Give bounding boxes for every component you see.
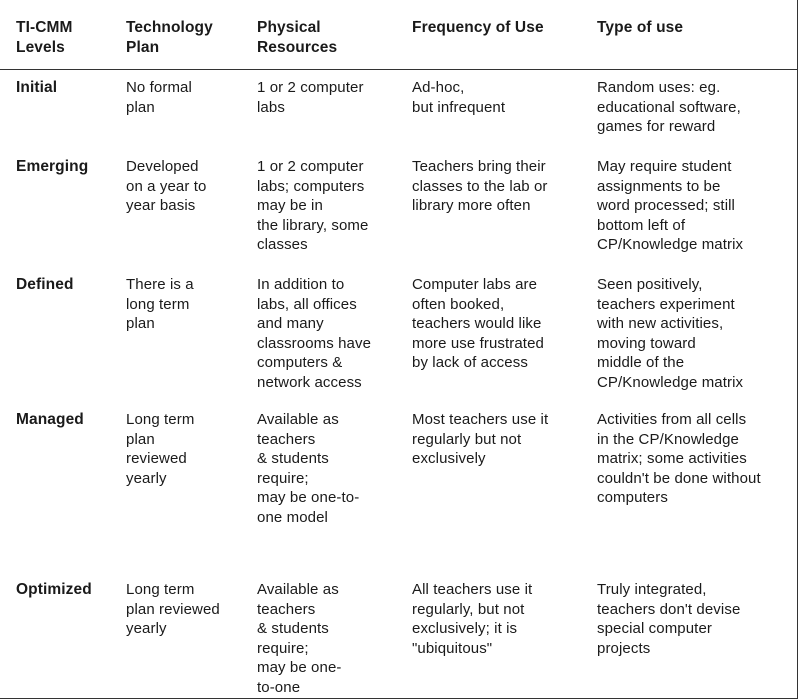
table-row-initial — [0, 70, 797, 150]
cell-level: Emerging — [16, 158, 89, 175]
header-levels: TI-CMM Levels — [0, 0, 110, 70]
cell-resources: 1 or 2 computer labs — [257, 79, 364, 116]
cell-resources: In addition to labs, all offices and many classrooms have computers & network access — [257, 276, 372, 391]
header-frequency-of-use: Frequency of Use — [396, 0, 581, 70]
cell-plan: There is a long term plan — [126, 276, 194, 333]
cell-resources: Available as teachers & students require; may be one- to-one — [257, 581, 342, 696]
table-row-optimized — [0, 572, 797, 698]
cell-frequency: Most teachers use it regularly but not exclusively — [412, 411, 549, 468]
table-header — [0, 0, 797, 70]
cell-level: Defined — [16, 276, 74, 293]
table-body — [0, 70, 797, 699]
cell-plan: Long term plan reviewed yearly — [126, 411, 195, 487]
cell-type: Seen positively, teachers experiment with new activities, moving toward middle of the CP/Knowledge matrix — [597, 276, 744, 391]
table-row-emerging — [0, 149, 797, 267]
cell-level: Optimized — [16, 581, 92, 598]
cell-type: Truly integrated, teachers don't devise special computer projects — [597, 581, 741, 657]
cell-resources: 1 or 2 computer labs; computers may be in the library, some classes — [257, 158, 369, 254]
table-row-managed — [0, 402, 797, 572]
header-physical-resources: Physical Resources — [241, 0, 396, 70]
cell-resources: Available as teachers & students require; may be one-to- one model — [257, 411, 360, 526]
table-row-defined — [0, 267, 797, 402]
cell-type: May require student assignments to be word processed; still bottom left of CP/Knowledge matrix — [597, 158, 744, 254]
cell-type: Random uses: eg. educational software, games for reward — [597, 79, 741, 136]
cell-frequency: Computer labs are often booked, teachers would like more use frustrated by lack of access — [412, 276, 544, 372]
cell-plan: Long term plan reviewed yearly — [126, 581, 220, 638]
header-type-of-use: Type of use — [581, 0, 797, 70]
cell-plan: Developed on a year to year basis — [126, 158, 207, 215]
cell-level: Initial — [16, 79, 58, 96]
cell-frequency: All teachers use it regularly, but not exclusively; it is "ubiquitous" — [412, 581, 533, 657]
cell-frequency: Teachers bring their classes to the lab or library more often — [412, 158, 548, 215]
cell-level: Managed — [16, 411, 84, 428]
cell-frequency: Ad-hoc, but infrequent — [412, 79, 506, 116]
cell-plan: No formal plan — [126, 79, 192, 116]
cell-type: Activities from all cells in the CP/Knowledge matrix; some activities couldn't be done without computers — [597, 411, 761, 507]
header-technology-plan: Technology Plan — [110, 0, 241, 70]
header-row — [0, 0, 797, 70]
